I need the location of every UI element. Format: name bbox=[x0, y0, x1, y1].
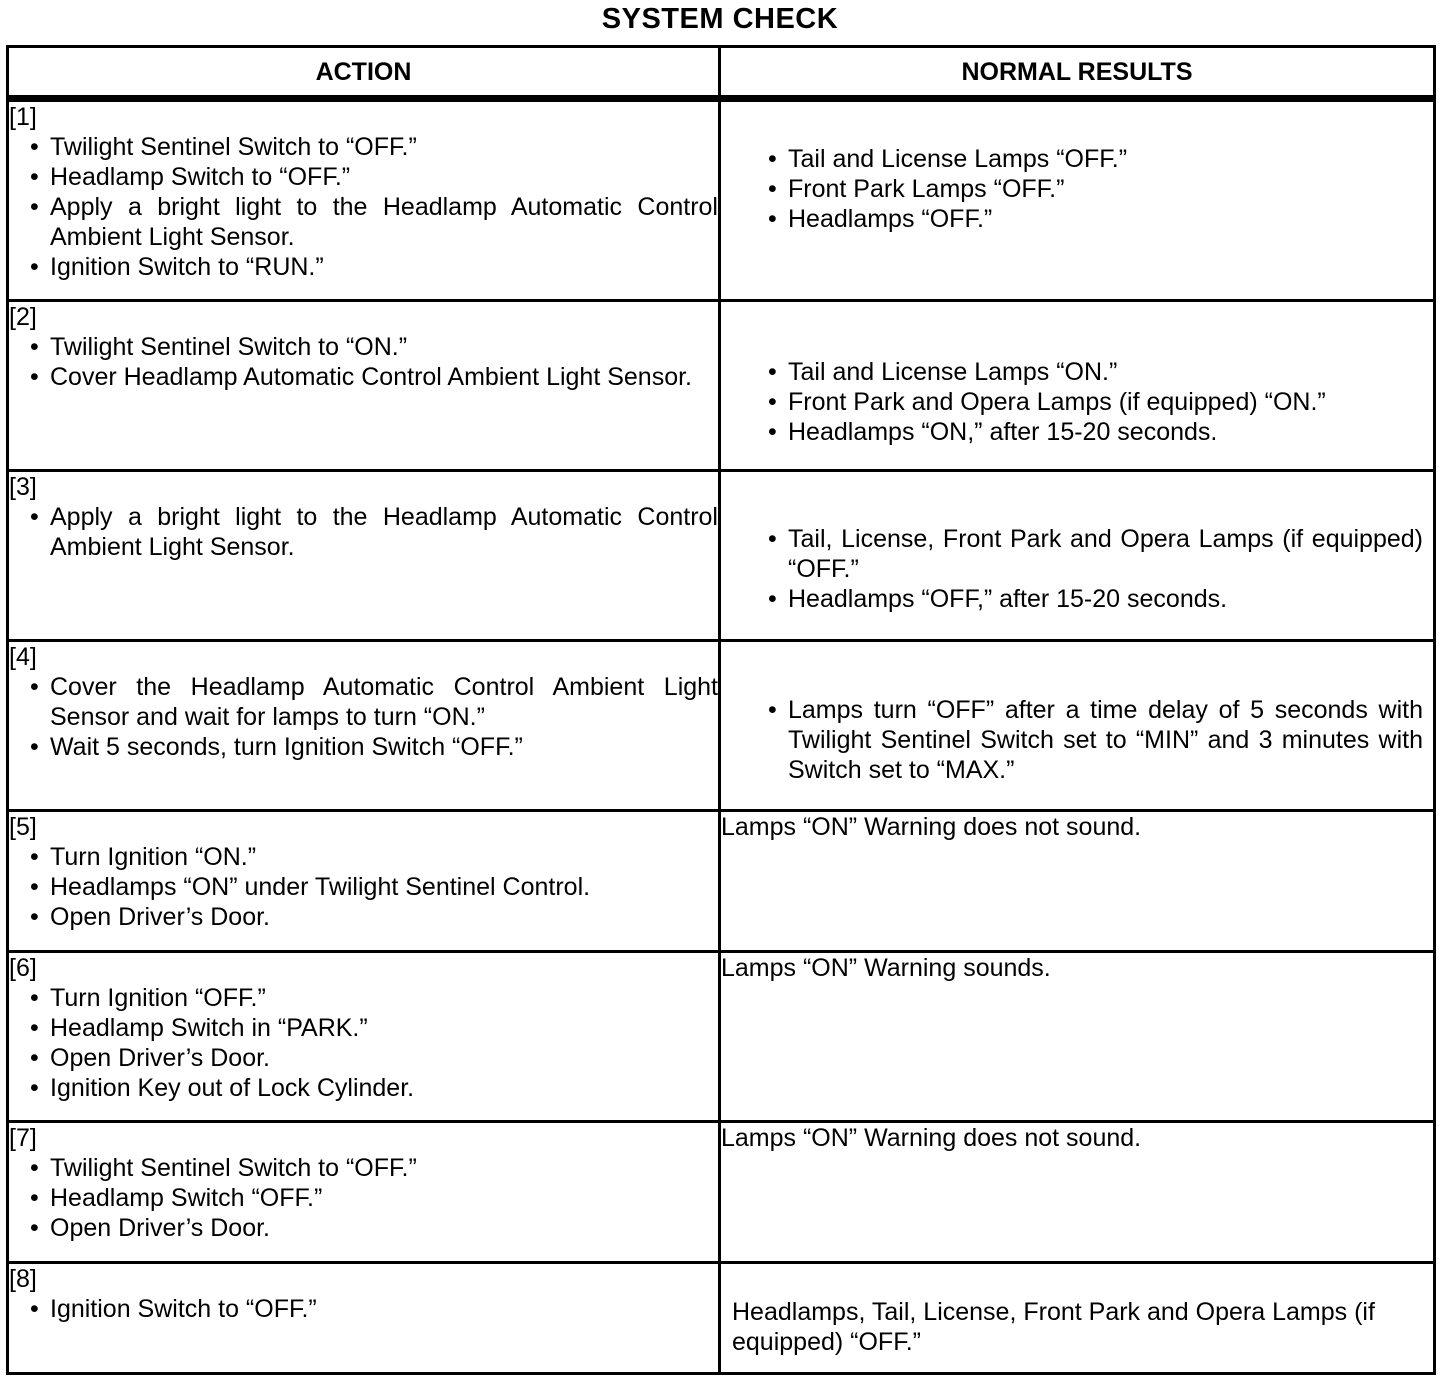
action-list bbox=[9, 502, 718, 562]
action-item: • Open Driver’s Door. bbox=[50, 902, 718, 932]
action-cell bbox=[8, 641, 720, 811]
step-row-5 bbox=[8, 811, 1435, 952]
action-item: • Open Driver’s Door. bbox=[50, 1043, 718, 1073]
result-item: • Tail and License Lamps “ON.” bbox=[788, 357, 1423, 387]
header-row bbox=[8, 47, 1435, 99]
action-item: • Twilight Sentinel Switch to “OFF.” bbox=[50, 1153, 718, 1183]
action-cell bbox=[8, 1122, 720, 1263]
result-item: • Front Park and Opera Lamps (if equipped) “ON.” bbox=[788, 387, 1423, 417]
step-number: [4] bbox=[9, 643, 37, 671]
result-block bbox=[721, 302, 1433, 466]
action-cell bbox=[8, 99, 720, 301]
result-item: • Lamps turn “OFF” after a time delay of 5 seconds with Twilight Sentinel Switch set to “MIN” and 3 minutes with Switch set to “MAX.” bbox=[788, 695, 1423, 785]
action-list bbox=[9, 1294, 718, 1324]
result-list bbox=[768, 695, 1423, 785]
step-row-8 bbox=[8, 1263, 1435, 1374]
result-block bbox=[721, 1264, 1433, 1369]
result-item: • Front Park Lamps “OFF.” bbox=[788, 174, 1423, 204]
step-number: [6] bbox=[9, 954, 37, 982]
result-item: • Headlamps “OFF,” after 15-20 seconds. bbox=[788, 584, 1423, 614]
result-list bbox=[768, 144, 1423, 234]
action-item: • Ignition Key out of Lock Cylinder. bbox=[50, 1073, 718, 1103]
step-row-7 bbox=[8, 1122, 1435, 1263]
action-list bbox=[9, 983, 718, 1103]
result-list bbox=[768, 524, 1423, 614]
result-block bbox=[721, 102, 1433, 298]
step-row-1 bbox=[8, 99, 1435, 301]
result-cell bbox=[720, 471, 1435, 641]
page-title: SYSTEM CHECK bbox=[601, 3, 839, 35]
action-list bbox=[9, 332, 718, 392]
step-number: [8] bbox=[9, 1265, 37, 1293]
step-number: [1] bbox=[9, 103, 37, 131]
result-list bbox=[768, 357, 1423, 447]
action-item: • Headlamp Switch “OFF.” bbox=[50, 1183, 718, 1213]
action-item: • Wait 5 seconds, turn Ignition Switch “OFF.” bbox=[50, 732, 718, 762]
result-cell bbox=[720, 1263, 1435, 1374]
action-item: • Cover Headlamp Automatic Control Ambient Light Sensor. bbox=[50, 362, 718, 392]
step-number: [7] bbox=[9, 1124, 37, 1152]
result-cell bbox=[720, 301, 1435, 471]
action-list bbox=[9, 672, 718, 762]
result-cell bbox=[720, 99, 1435, 301]
step-row-4 bbox=[8, 641, 1435, 811]
action-list bbox=[9, 842, 718, 932]
result-item: • Tail, License, Front Park and Opera Lamps (if equipped) “OFF.” bbox=[788, 524, 1423, 584]
action-item: • Headlamp Switch to “OFF.” bbox=[50, 162, 718, 192]
step-number: [5] bbox=[9, 813, 37, 841]
action-column-header: ACTION bbox=[8, 47, 720, 99]
action-item: • Ignition Switch to “RUN.” bbox=[50, 252, 718, 282]
normal-results-column-header: NORMAL RESULTS bbox=[720, 47, 1435, 99]
action-cell bbox=[8, 1263, 720, 1374]
action-item: • Apply a bright light to the Headlamp Automatic Control Ambient Light Sensor. bbox=[50, 502, 718, 562]
step-row-6 bbox=[8, 952, 1435, 1122]
result-item: • Tail and License Lamps “OFF.” bbox=[788, 144, 1423, 174]
result-cell: Lamps “ON” Warning does not sound. bbox=[720, 811, 1435, 952]
action-cell bbox=[8, 952, 720, 1122]
step-row-2 bbox=[8, 301, 1435, 471]
action-item: • Turn Ignition “ON.” bbox=[50, 842, 718, 872]
action-item: • Open Driver’s Door. bbox=[50, 1213, 718, 1243]
system-check-table bbox=[6, 45, 1436, 1375]
action-item: • Twilight Sentinel Switch to “ON.” bbox=[50, 332, 718, 362]
action-list bbox=[9, 1153, 718, 1243]
result-cell bbox=[720, 641, 1435, 811]
action-cell bbox=[8, 301, 720, 471]
result-cell: Lamps “ON” Warning sounds. bbox=[720, 952, 1435, 1122]
result-cell: Lamps “ON” Warning does not sound. bbox=[720, 1122, 1435, 1263]
step-number: [2] bbox=[9, 303, 37, 331]
step-number: [3] bbox=[9, 473, 37, 501]
action-item: • Headlamp Switch in “PARK.” bbox=[50, 1013, 718, 1043]
action-item: • Cover the Headlamp Automatic Control Ambient Light Sensor and wait for lamps to turn “ON.” bbox=[50, 672, 718, 732]
result-item: • Headlamps “OFF.” bbox=[788, 204, 1423, 234]
action-item: • Apply a bright light to the Headlamp Automatic Control Ambient Light Sensor. bbox=[50, 192, 718, 252]
action-item: • Turn Ignition “OFF.” bbox=[50, 983, 718, 1013]
action-cell bbox=[8, 471, 720, 641]
step-row-3 bbox=[8, 471, 1435, 641]
action-item: • Headlamps “ON” under Twilight Sentinel Control. bbox=[50, 872, 718, 902]
result-block bbox=[721, 472, 1433, 636]
action-cell bbox=[8, 811, 720, 952]
action-item: • Ignition Switch to “OFF.” bbox=[50, 1294, 718, 1324]
result-text: Headlamps, Tail, License, Front Park and Opera Lamps (if equipped) “OFF.” bbox=[732, 1297, 1375, 1356]
result-item: • Headlamps “ON,” after 15-20 seconds. bbox=[788, 417, 1423, 447]
action-list bbox=[9, 132, 718, 282]
action-item: • Twilight Sentinel Switch to “OFF.” bbox=[50, 132, 718, 162]
result-block bbox=[721, 642, 1433, 806]
